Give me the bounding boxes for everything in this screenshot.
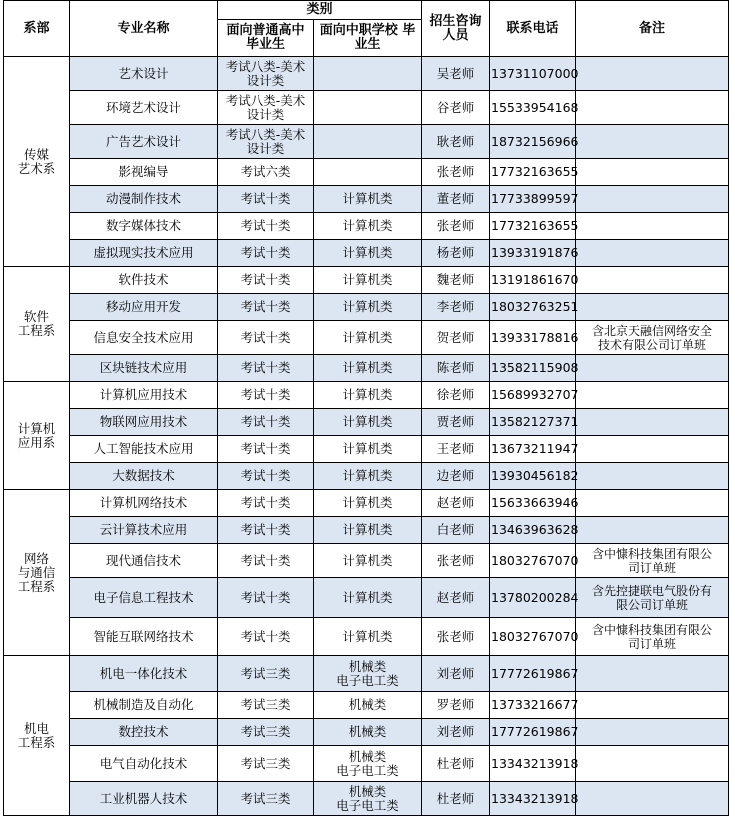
category-vocational-cell: 计算机类 bbox=[314, 436, 422, 463]
category-vocational-cell bbox=[314, 57, 422, 91]
category-highschool-cell: 考试十类 bbox=[218, 618, 314, 656]
category-vocational-cell: 机械类 电子电工类 bbox=[314, 656, 422, 692]
note-cell bbox=[576, 91, 729, 125]
note-cell bbox=[576, 294, 729, 321]
category-vocational-cell: 计算机类 bbox=[314, 544, 422, 578]
header-category-vocational: 面向中职学校 毕业生 bbox=[314, 20, 422, 57]
category-vocational-cell bbox=[314, 125, 422, 159]
category-highschool-cell: 考试十类 bbox=[218, 213, 314, 240]
contact-cell: 张老师 bbox=[422, 159, 490, 186]
phone-cell: 13463963628 bbox=[490, 517, 576, 544]
category-vocational-cell: 计算机类 bbox=[314, 213, 422, 240]
note-cell bbox=[576, 746, 729, 782]
note-cell bbox=[576, 409, 729, 436]
table-row bbox=[4, 618, 729, 656]
contact-cell: 赵老师 bbox=[422, 490, 490, 517]
table-row bbox=[4, 656, 729, 692]
phone-cell: 13191861670 bbox=[490, 267, 576, 294]
table-row bbox=[4, 294, 729, 321]
contact-cell: 徐老师 bbox=[422, 382, 490, 409]
phone-cell: 13933178816 bbox=[490, 321, 576, 355]
note-cell: 含北京天融信网络安全 技术有限公司订单班 bbox=[576, 321, 729, 355]
contact-cell: 李老师 bbox=[422, 294, 490, 321]
major-cell: 机电一体化技术 bbox=[70, 656, 218, 692]
table-row bbox=[4, 578, 729, 618]
phone-cell: 17772619867 bbox=[490, 656, 576, 692]
note-cell bbox=[576, 125, 729, 159]
table-row bbox=[4, 490, 729, 517]
category-vocational-cell bbox=[314, 91, 422, 125]
category-highschool-cell: 考试三类 bbox=[218, 656, 314, 692]
phone-cell: 15533954168 bbox=[490, 91, 576, 125]
category-vocational-cell: 计算机类 bbox=[314, 382, 422, 409]
phone-cell: 17772619867 bbox=[490, 719, 576, 746]
header-category: 类别 bbox=[218, 1, 422, 20]
note-cell: 含中慷科技集团有限公 司订单班 bbox=[576, 618, 729, 656]
category-highschool-cell: 考试十类 bbox=[218, 544, 314, 578]
major-cell: 信息安全技术应用 bbox=[70, 321, 218, 355]
table-row bbox=[4, 463, 729, 490]
category-highschool-cell: 考试三类 bbox=[218, 692, 314, 719]
table-row bbox=[4, 213, 729, 240]
major-cell: 广告艺术设计 bbox=[70, 125, 218, 159]
category-highschool-cell: 考试十类 bbox=[218, 186, 314, 213]
category-highschool-cell: 考试八类-美术 设计类 bbox=[218, 125, 314, 159]
table-row bbox=[4, 125, 729, 159]
note-cell bbox=[576, 355, 729, 382]
category-vocational-cell: 计算机类 bbox=[314, 463, 422, 490]
note-cell bbox=[576, 436, 729, 463]
phone-cell: 17732163655 bbox=[490, 213, 576, 240]
category-highschool-cell: 考试十类 bbox=[218, 294, 314, 321]
phone-cell: 13582127371 bbox=[490, 409, 576, 436]
note-cell: 含中慷科技集团有限公 司订单班 bbox=[576, 544, 729, 578]
contact-cell: 赵老师 bbox=[422, 578, 490, 618]
category-vocational-cell: 计算机类 bbox=[314, 517, 422, 544]
major-cell: 大数据技术 bbox=[70, 463, 218, 490]
major-cell: 电子信息工程技术 bbox=[70, 578, 218, 618]
category-highschool-cell: 考试十类 bbox=[218, 490, 314, 517]
phone-cell: 13733216677 bbox=[490, 692, 576, 719]
contact-cell: 边老师 bbox=[422, 463, 490, 490]
header-note: 备注 bbox=[576, 1, 729, 57]
major-cell: 影视编导 bbox=[70, 159, 218, 186]
major-cell: 虚拟现实技术应用 bbox=[70, 240, 218, 267]
table-row bbox=[4, 240, 729, 267]
category-highschool-cell: 考试十类 bbox=[218, 240, 314, 267]
phone-cell: 13673211947 bbox=[490, 436, 576, 463]
category-highschool-cell: 考试十类 bbox=[218, 321, 314, 355]
note-cell bbox=[576, 782, 729, 816]
phone-cell: 18032763251 bbox=[490, 294, 576, 321]
note-cell bbox=[576, 267, 729, 294]
category-vocational-cell: 机械类 电子电工类 bbox=[314, 782, 422, 816]
category-highschool-cell: 考试八类-美术 设计类 bbox=[218, 57, 314, 91]
phone-cell: 15633663946 bbox=[490, 490, 576, 517]
category-vocational-cell: 计算机类 bbox=[314, 578, 422, 618]
major-cell: 软件技术 bbox=[70, 267, 218, 294]
category-vocational-cell: 计算机类 bbox=[314, 321, 422, 355]
note-cell bbox=[576, 692, 729, 719]
note-cell bbox=[576, 240, 729, 267]
major-cell: 环境艺术设计 bbox=[70, 91, 218, 125]
note-cell bbox=[576, 213, 729, 240]
table-row bbox=[4, 382, 729, 409]
contact-cell: 张老师 bbox=[422, 618, 490, 656]
contact-cell: 贺老师 bbox=[422, 321, 490, 355]
major-cell: 计算机应用技术 bbox=[70, 382, 218, 409]
major-cell: 智能互联网络技术 bbox=[70, 618, 218, 656]
note-cell bbox=[576, 719, 729, 746]
table-row bbox=[4, 355, 729, 382]
table-row bbox=[4, 517, 729, 544]
contact-cell: 刘老师 bbox=[422, 656, 490, 692]
major-cell: 艺术设计 bbox=[70, 57, 218, 91]
category-highschool-cell: 考试十类 bbox=[218, 355, 314, 382]
contact-cell: 白老师 bbox=[422, 517, 490, 544]
contact-cell: 王老师 bbox=[422, 436, 490, 463]
category-highschool-cell: 考试八类-美术 设计类 bbox=[218, 91, 314, 125]
header-major: 专业名称 bbox=[70, 1, 218, 57]
category-vocational-cell bbox=[314, 159, 422, 186]
contact-cell: 杜老师 bbox=[422, 782, 490, 816]
phone-cell: 13582115908 bbox=[490, 355, 576, 382]
table-row bbox=[4, 692, 729, 719]
major-cell: 工业机器人技术 bbox=[70, 782, 218, 816]
contact-cell: 谷老师 bbox=[422, 91, 490, 125]
category-vocational-cell: 计算机类 bbox=[314, 355, 422, 382]
note-cell bbox=[576, 57, 729, 91]
note-cell: 含先控捷联电气股份有 限公司订单班 bbox=[576, 578, 729, 618]
phone-cell: 13731107000 bbox=[490, 57, 576, 91]
department-cell: 传媒 艺术系 bbox=[4, 57, 70, 267]
major-cell: 数控技术 bbox=[70, 719, 218, 746]
table-row bbox=[4, 436, 729, 463]
header-contact: 招生咨询 人员 bbox=[422, 1, 490, 57]
category-vocational-cell: 计算机类 bbox=[314, 409, 422, 436]
major-cell: 移动应用开发 bbox=[70, 294, 218, 321]
phone-cell: 13933191876 bbox=[490, 240, 576, 267]
category-vocational-cell: 计算机类 bbox=[314, 267, 422, 294]
note-cell bbox=[576, 656, 729, 692]
contact-cell: 陈老师 bbox=[422, 355, 490, 382]
enrollment-table bbox=[3, 0, 729, 816]
note-cell bbox=[576, 159, 729, 186]
phone-cell: 13780200284 bbox=[490, 578, 576, 618]
category-vocational-cell: 计算机类 bbox=[314, 294, 422, 321]
category-highschool-cell: 考试十类 bbox=[218, 382, 314, 409]
major-cell: 云计算技术应用 bbox=[70, 517, 218, 544]
major-cell: 现代通信技术 bbox=[70, 544, 218, 578]
phone-cell: 15689932707 bbox=[490, 382, 576, 409]
table-row bbox=[4, 91, 729, 125]
phone-cell: 17733899597 bbox=[490, 186, 576, 213]
major-cell: 区块链技术应用 bbox=[70, 355, 218, 382]
contact-cell: 罗老师 bbox=[422, 692, 490, 719]
contact-cell: 杜老师 bbox=[422, 746, 490, 782]
major-cell: 计算机网络技术 bbox=[70, 490, 218, 517]
note-cell bbox=[576, 382, 729, 409]
phone-cell: 18732156966 bbox=[490, 125, 576, 159]
department-cell: 机电 工程系 bbox=[4, 656, 70, 816]
contact-cell: 魏老师 bbox=[422, 267, 490, 294]
table-row bbox=[4, 159, 729, 186]
major-cell: 电气自动化技术 bbox=[70, 746, 218, 782]
contact-cell: 杨老师 bbox=[422, 240, 490, 267]
phone-cell: 13343213918 bbox=[490, 746, 576, 782]
note-cell bbox=[576, 517, 729, 544]
category-vocational-cell: 计算机类 bbox=[314, 618, 422, 656]
category-highschool-cell: 考试十类 bbox=[218, 436, 314, 463]
table-row bbox=[4, 746, 729, 782]
table-row bbox=[4, 409, 729, 436]
category-vocational-cell: 计算机类 bbox=[314, 240, 422, 267]
table-row bbox=[4, 57, 729, 91]
category-vocational-cell: 机械类 电子电工类 bbox=[314, 746, 422, 782]
phone-cell: 13930456182 bbox=[490, 463, 576, 490]
table-row bbox=[4, 321, 729, 355]
category-vocational-cell: 计算机类 bbox=[314, 490, 422, 517]
category-vocational-cell: 计算机类 bbox=[314, 186, 422, 213]
header-category-highschool: 面向普通高中 毕业生 bbox=[218, 20, 314, 57]
category-vocational-cell: 机械类 bbox=[314, 719, 422, 746]
category-highschool-cell: 考试六类 bbox=[218, 159, 314, 186]
major-cell: 数字媒体技术 bbox=[70, 213, 218, 240]
category-vocational-cell: 机械类 bbox=[314, 692, 422, 719]
contact-cell: 贾老师 bbox=[422, 409, 490, 436]
major-cell: 机械制造及自动化 bbox=[70, 692, 218, 719]
phone-cell: 18032767070 bbox=[490, 544, 576, 578]
header-dept: 系部 bbox=[4, 1, 70, 57]
category-highschool-cell: 考试十类 bbox=[218, 463, 314, 490]
department-cell: 网络 与通信 工程系 bbox=[4, 490, 70, 656]
note-cell bbox=[576, 490, 729, 517]
major-cell: 人工智能技术应用 bbox=[70, 436, 218, 463]
phone-cell: 18032767070 bbox=[490, 618, 576, 656]
table-row bbox=[4, 267, 729, 294]
category-highschool-cell: 考试十类 bbox=[218, 409, 314, 436]
category-highschool-cell: 考试十类 bbox=[218, 517, 314, 544]
category-highschool-cell: 考试十类 bbox=[218, 267, 314, 294]
department-cell: 软件 工程系 bbox=[4, 267, 70, 382]
category-highschool-cell: 考试三类 bbox=[218, 746, 314, 782]
table-row bbox=[4, 544, 729, 578]
contact-cell: 董老师 bbox=[422, 186, 490, 213]
major-cell: 动漫制作技术 bbox=[70, 186, 218, 213]
contact-cell: 吴老师 bbox=[422, 57, 490, 91]
contact-cell: 耿老师 bbox=[422, 125, 490, 159]
note-cell bbox=[576, 186, 729, 213]
note-cell bbox=[576, 463, 729, 490]
category-highschool-cell: 考试三类 bbox=[218, 782, 314, 816]
contact-cell: 张老师 bbox=[422, 544, 490, 578]
contact-cell: 刘老师 bbox=[422, 719, 490, 746]
phone-cell: 17732163655 bbox=[490, 159, 576, 186]
table-row bbox=[4, 186, 729, 213]
major-cell: 物联网应用技术 bbox=[70, 409, 218, 436]
contact-cell: 张老师 bbox=[422, 213, 490, 240]
header-phone: 联系电话 bbox=[490, 1, 576, 57]
department-cell: 计算机 应用系 bbox=[4, 382, 70, 490]
table-row bbox=[4, 719, 729, 746]
table-row bbox=[4, 782, 729, 816]
category-highschool-cell: 考试十类 bbox=[218, 578, 314, 618]
category-highschool-cell: 考试三类 bbox=[218, 719, 314, 746]
phone-cell: 13343213918 bbox=[490, 782, 576, 816]
